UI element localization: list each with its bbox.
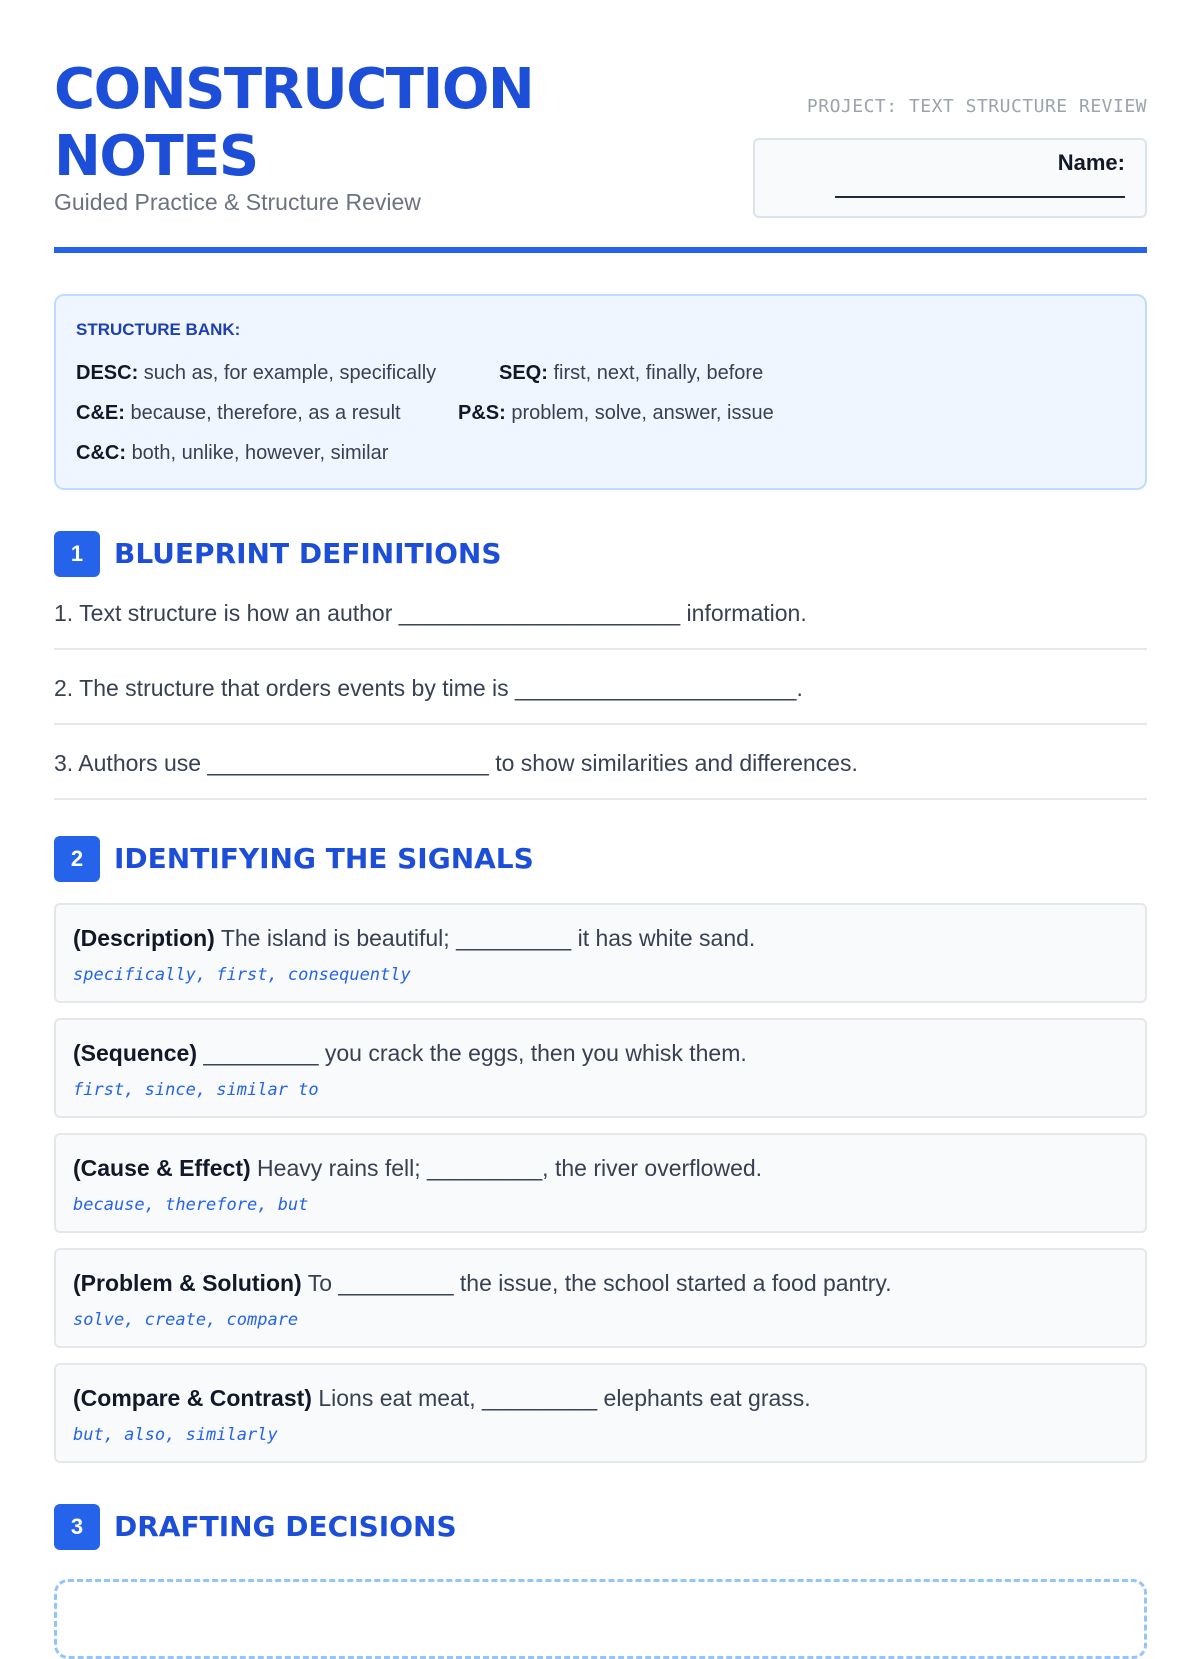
signal-options: solve, create, compare <box>73 1310 299 1330</box>
signal-card-cause-effect <box>54 1133 1147 1233</box>
signal-category: (Description) <box>73 925 215 951</box>
section-number-badge: 3 <box>54 1504 100 1550</box>
signal-options: specifically, first, consequently <box>73 965 411 985</box>
bank-item-ps <box>458 402 774 425</box>
signal-sentence <box>73 1155 762 1182</box>
signal-category: (Problem & Solution) <box>73 1270 302 1296</box>
signal-sentence <box>73 1270 892 1297</box>
bank-item-ce <box>76 402 401 425</box>
signal-card-problem-solution <box>54 1248 1147 1348</box>
project-label: PROJECT: TEXT STRUCTURE REVIEW <box>806 96 1147 117</box>
signal-text: Heavy rains fell; _________, the river overflowed. <box>257 1155 763 1181</box>
signal-options: first, since, similar to <box>73 1080 319 1100</box>
signal-text: Lions eat meat, _________ elephants eat grass. <box>318 1385 811 1411</box>
name-field-box <box>753 138 1147 218</box>
name-input-line[interactable] <box>835 196 1125 198</box>
bank-key: C&E: <box>76 402 125 424</box>
bank-item-seq <box>499 362 763 385</box>
bank-key: P&S: <box>458 402 506 424</box>
name-label: Name: <box>1057 150 1125 175</box>
signal-category: (Compare & Contrast) <box>73 1385 312 1411</box>
definition-question-3: 3. Authors use ______________________ to show similarities and differences. <box>54 750 1147 800</box>
page-subtitle: Guided Practice & Structure Review <box>54 189 421 215</box>
signal-category: (Cause & Effect) <box>73 1155 251 1181</box>
signal-text: The island is beautiful; _________ it has white sand. <box>220 925 756 951</box>
signal-category: (Sequence) <box>73 1040 197 1066</box>
signal-options: because, therefore, but <box>73 1195 309 1215</box>
header-divider <box>54 247 1147 253</box>
signal-options: but, also, similarly <box>73 1425 278 1445</box>
section-title: IDENTIFYING THE SIGNALS <box>114 842 534 875</box>
title-line-2: NOTES <box>54 124 258 189</box>
worksheet-header <box>54 56 1147 256</box>
bank-item-desc <box>76 362 436 385</box>
signal-sentence <box>73 925 755 952</box>
section-title: BLUEPRINT DEFINITIONS <box>114 537 502 570</box>
drafting-box <box>54 1579 1147 1659</box>
signal-text: To _________ the issue, the school started a food pantry. <box>307 1270 892 1296</box>
signal-card-sequence <box>54 1018 1147 1118</box>
bank-words: first, next, finally, before <box>553 362 764 384</box>
signal-sentence <box>73 1385 811 1412</box>
signal-card-description <box>54 903 1147 1003</box>
bank-words: problem, solve, answer, issue <box>511 402 774 424</box>
bank-key: SEQ: <box>499 362 548 384</box>
bank-key: C&C: <box>76 442 126 464</box>
definition-question-2: 2. The structure that orders events by time is ______________________. <box>54 675 1147 725</box>
signal-text: _________ you crack the eggs, then you whisk them. <box>203 1040 747 1066</box>
title-line-1: CONSTRUCTION <box>54 57 534 122</box>
section-title: DRAFTING DECISIONS <box>114 1510 457 1543</box>
page-title <box>54 56 533 190</box>
structure-bank <box>54 294 1147 490</box>
definition-question-1: 1. Text structure is how an author ______________________ information. <box>54 600 1147 650</box>
signal-sentence <box>73 1040 747 1067</box>
bank-words: such as, for example, specifically <box>143 362 437 384</box>
section-number-badge: 1 <box>54 531 100 577</box>
bank-words: because, therefore, as a result <box>130 402 401 424</box>
bank-words: both, unlike, however, similar <box>131 442 389 464</box>
structure-bank-title: STRUCTURE BANK: <box>76 320 241 339</box>
signal-card-compare-contrast <box>54 1363 1147 1463</box>
bank-item-cc <box>76 442 388 465</box>
section-number-badge: 2 <box>54 836 100 882</box>
bank-key: DESC: <box>76 362 139 384</box>
